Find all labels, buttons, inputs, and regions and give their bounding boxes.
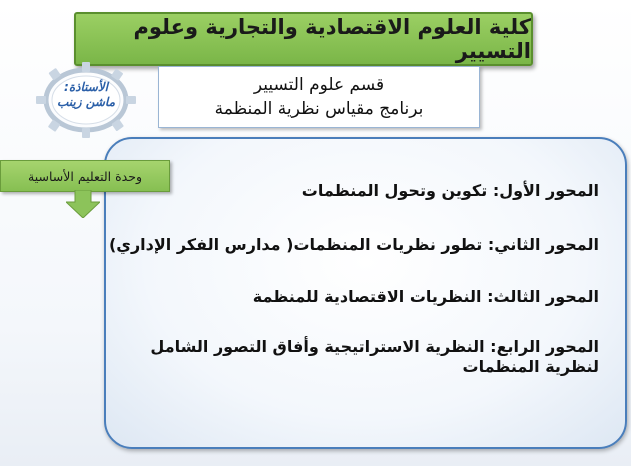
unit-label-box — [0, 160, 170, 192]
teacher-badge-text — [30, 80, 142, 110]
course-program: برنامج مقياس نظرية المنظمة — [214, 99, 424, 119]
department-box — [158, 66, 480, 128]
axis-item-1 — [302, 181, 599, 201]
axis-label: المحور الثالث: — [487, 287, 599, 306]
axis-item-4 — [139, 337, 599, 377]
axis-item-2 — [109, 235, 599, 255]
teacher-badge-name: ماشن زينب — [57, 95, 115, 109]
axis-text: تطور نظريات المنظمات( مدارس الفكر الإداري) — [108, 235, 483, 254]
axis-text: النظريات الاقتصادية للمنظمة — [252, 287, 482, 306]
axis-label: المحور الأول: — [492, 181, 599, 200]
faculty-title-bar — [74, 12, 533, 66]
axis-label: المحور الثاني: — [487, 235, 599, 254]
unit-label: وحدة التعليم الأساسية — [28, 168, 142, 184]
axis-item-3 — [253, 287, 599, 307]
axis-text: النظرية الاستراتيجية وأفاق التصور الشامل لنظرية المنظمات — [150, 337, 599, 376]
axes-panel — [104, 137, 627, 449]
faculty-title: كلية العلوم الاقتصادية والتجارية وعلوم التسيير — [133, 15, 531, 63]
department-name: قسم علوم التسيير — [253, 75, 385, 95]
arrow-down-icon — [66, 190, 100, 218]
axis-label: المحور الرابع: — [490, 337, 599, 356]
axis-text: تكوين وتحول المنظمات — [301, 181, 488, 200]
teacher-badge-title: الأستاذة: — [64, 80, 108, 94]
